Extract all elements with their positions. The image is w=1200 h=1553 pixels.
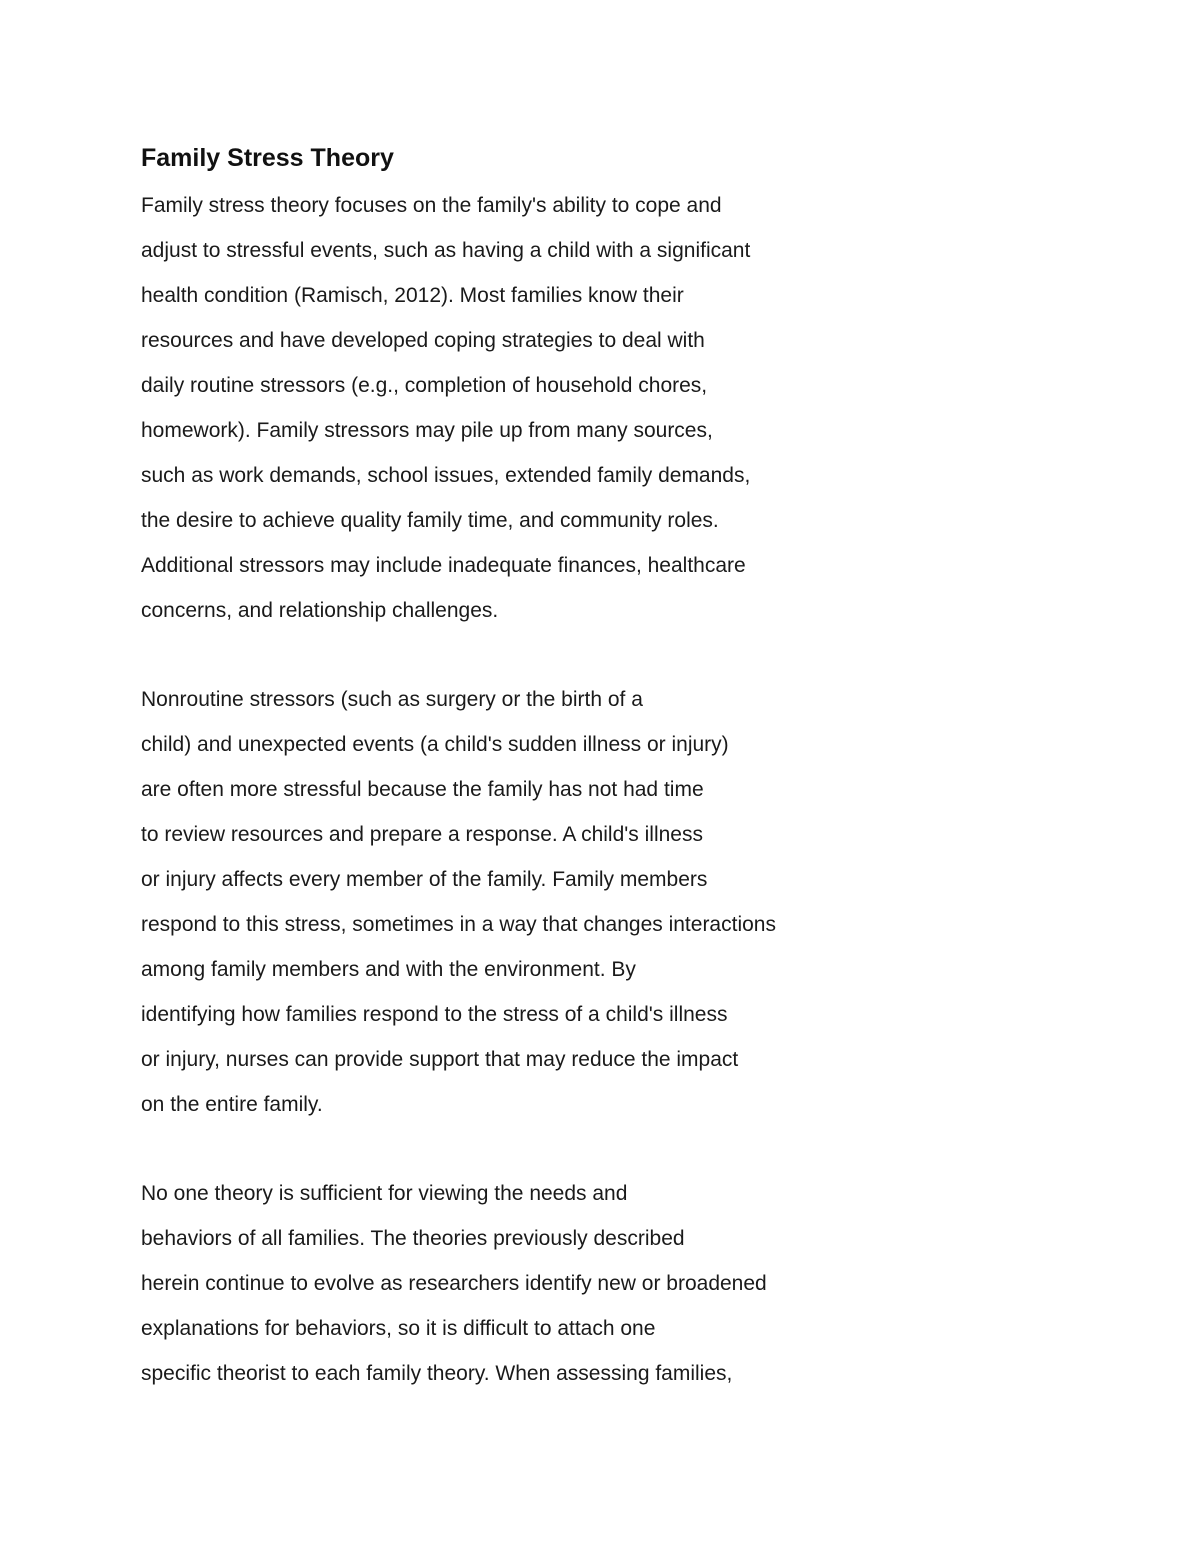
paragraph-line: daily routine stressors (e.g., completion of household chores, [141, 374, 708, 397]
paragraph-line: Family stress theory focuses on the family's ability to cope and [141, 194, 722, 217]
paragraph-family-stress-intro [141, 183, 750, 633]
paragraph-line: on the entire family. [141, 1093, 323, 1116]
paragraph-line: homework). Family stressors may pile up from many sources, [141, 419, 713, 442]
paragraph-line: adjust to stressful events, such as having a child with a significant [141, 239, 751, 262]
paragraph-line: No one theory is sufficient for viewing the needs and [141, 1182, 628, 1205]
paragraph-nonroutine-stressors [141, 677, 776, 1127]
paragraph-line: child) and unexpected events (a child's sudden illness or injury) [141, 733, 729, 756]
paragraph-line: identifying how families respond to the stress of a child's illness [141, 1003, 728, 1026]
paragraph-line: herein continue to evolve as researchers identify new or broadened [141, 1272, 767, 1295]
paragraph-line: concerns, and relationship challenges. [141, 599, 499, 622]
paragraph-line: to review resources and prepare a response. A child's illness [141, 823, 703, 846]
paragraph-no-one-theory [141, 1171, 767, 1396]
paragraph-line: respond to this stress, sometimes in a way that changes interactions [141, 913, 776, 936]
paragraph-line: are often more stressful because the family has not had time [141, 778, 704, 801]
paragraph-line: or injury affects every member of the family. Family members [141, 868, 708, 891]
paragraph-line: health condition (Ramisch, 2012). Most families know their [141, 284, 684, 307]
paragraph-line: explanations for behaviors, so it is difficult to attach one [141, 1317, 656, 1340]
paragraph-line: Nonroutine stressors (such as surgery or the birth of a [141, 688, 643, 711]
paragraph-line: behaviors of all families. The theories previously described [141, 1227, 685, 1250]
paragraph-line: the desire to achieve quality family time, and community roles. [141, 509, 719, 532]
paragraph-line: Additional stressors may include inadequate finances, healthcare [141, 554, 746, 577]
paragraph-line: resources and have developed coping strategies to deal with [141, 329, 705, 352]
document-heading: Family Stress Theory [141, 144, 394, 172]
paragraph-line: specific theorist to each family theory. When assessing families, [141, 1362, 733, 1385]
paragraph-line: among family members and with the environment. By [141, 958, 636, 981]
paragraph-line: or injury, nurses can provide support that may reduce the impact [141, 1048, 739, 1071]
paragraph-line: such as work demands, school issues, extended family demands, [141, 464, 751, 487]
